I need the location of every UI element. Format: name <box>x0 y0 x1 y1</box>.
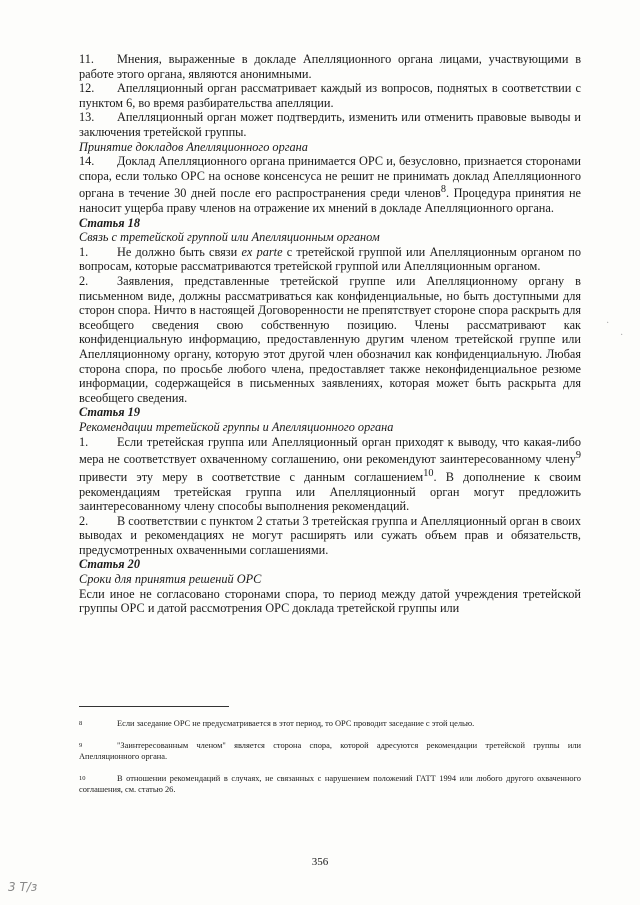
article-20-title: Статья 20 <box>79 557 140 572</box>
paragraph-number: 1. <box>79 244 89 259</box>
article-20-paragraph: Если иное не согласовано сторонами спора, то период между датой учреждения третейской группы ОРС и датой рассмотрения ОРС доклада третейской группы или <box>79 586 581 616</box>
handwritten-margin-mark: 3 Т/з <box>8 880 38 894</box>
paragraph-12: 12. Апелляционный орган рассматривает каждый из вопросов, поднятых в соответствии с пунктом 6, во время разбирательства апелляции. <box>79 81 581 110</box>
document-body <box>79 52 581 616</box>
article-19-paragraph-2: 2. В соответствии с пунктом 2 статьи 3 третейская группа и Апелляционный орган в своих выводах и рекомендациях не могут расширять или сужать объем прав и обязательств, предусмотренных охваченными соглашениями. <box>79 513 581 557</box>
footnote-ref: 9 <box>575 450 581 462</box>
paragraph-14: 14. Доклад Апелляционного органа принимается ОРС и, безусловно, признается сторонами спора, если только ОРС на основе консенсуса не решит не принимать доклад Апелляционного органа в течение 30 дней после его распространения среди членов$^8$. Процедура принятия не наносит ущерба праву членов на отражение их мнений в докладе Апелляционного органа. <box>79 154 582 216</box>
footnote-8: $^8$ Если заседание ОРС не предусматривается в этот период, то ОРС проводит заседание с этой целью. <box>79 719 475 728</box>
scan-speck: · <box>620 330 624 341</box>
scan-speck: · <box>606 318 610 329</box>
paragraph-number: 14. <box>79 154 95 169</box>
paragraph-number: 1. <box>79 434 89 449</box>
paragraph-number: 2. <box>79 274 89 288</box>
paragraph-number: 11. <box>79 52 94 66</box>
paragraph-11: 11. Мнения, выраженные в докладе Апелляционного органа лицами, участвующими в работе этого органа, являются анонимными. <box>79 52 581 81</box>
footnote-10: $^{10}$ В отношении рекомендаций в случаях, не связанных с нарушением положений ГАТТ 1994 или любого другого охваченного соглашения, см. статью 26. <box>79 773 581 794</box>
section-subheading: Принятие докладов Апелляционного органа <box>79 139 308 154</box>
footnote-divider <box>79 706 229 707</box>
paragraph-number: 12. <box>79 81 95 96</box>
paragraph-number: 13. <box>79 110 95 125</box>
article-19-subtitle: Рекомендации третейской группы и Апелляционного органа <box>79 419 394 434</box>
article-19-paragraph-1: 1. Если третейская группа или Апелляционный орган приходят к выводу, что какая-либо мера не соответствует охваченному соглашению, они рекомендуют заинтересованному члену$^9$ привести эту меру в соответствие с данным соглашением$^{10}$. В дополнение к своим рекомендациям третейская группа или Апелляционный орган могут предложить заинтересованному члену способы выполнения рекомендаций. <box>79 434 581 514</box>
footnote-ref: 10 <box>423 467 434 479</box>
footnote-9: $^9$ "Заинтересованным членом" является сторона спора, которой адресуются рекомендации третейской группы или Апелляционного органа. <box>79 740 581 761</box>
paragraph-13: 13. Апелляционный орган может подтвердить, изменить или отменить правовые выводы и заключения третейской группы. <box>79 110 581 139</box>
page-number: 356 <box>311 856 329 868</box>
article-19-title: Статья 19 <box>79 405 140 420</box>
article-18-paragraph-2: 2. Заявления, представленные третейской группе или Апелляционному органу в письменном виде, должны рассматриваться как конфиденциальные, но быть доступными для сторон спора. Ничто в настоящей Договоренности не препятствует стороне спора раскрыть для всеобщего сведения свою собственную позицию. Члены рассматривают как конфиденциальную информацию, предоставленную другим членом третейской группе или Апелляционному органу, которую этот другой член обозначил как конфиденциальную. Любая сторона спора, по просьбе любого члена, предоставляет также неконфиденциальное резюме информации, содержащейся в письменных заявлениях, которая может быть раскрыта для всеобщего сведения. <box>79 274 581 405</box>
paragraph-number: 2. <box>79 513 89 528</box>
footnotes <box>79 718 581 806</box>
article-18-subtitle: Связь с третейской группой или Апелляционным органом <box>79 230 380 245</box>
article-18-paragraph-1: 1. Не должно быть связи ex parte с третейской группой или Апелляционным органом по вопросам, которые рассматриваются третейской группой или Апелляционным органом. <box>79 244 582 274</box>
article-20-subtitle: Сроки для принятия решений ОРС <box>79 572 262 587</box>
footnote-ref: 8 <box>440 184 446 196</box>
article-18-title: Статья 18 <box>79 215 140 230</box>
